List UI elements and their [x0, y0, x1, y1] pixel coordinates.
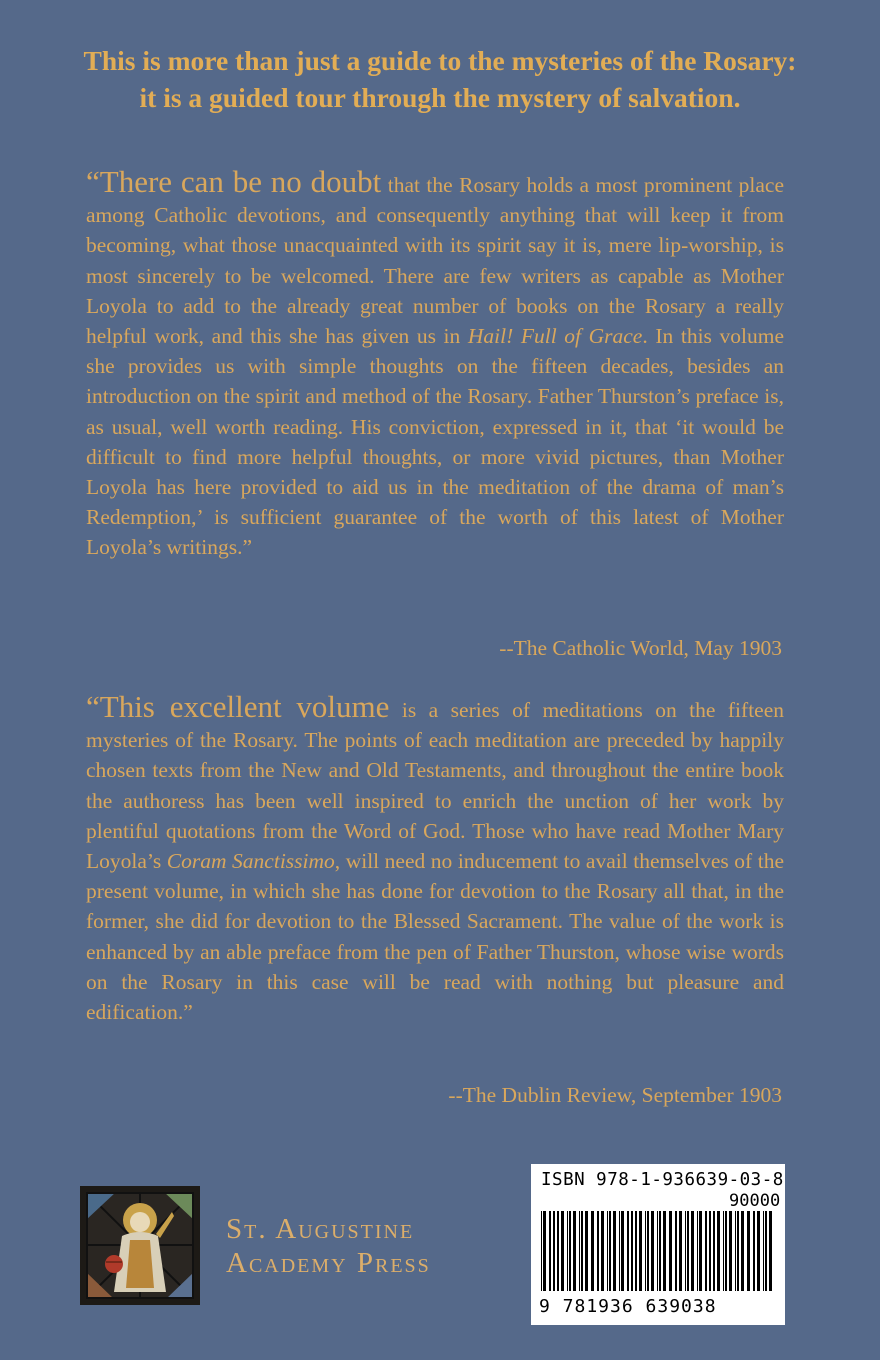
publisher-line-1: St. Augustine: [226, 1213, 415, 1245]
ean-digits: 9 781936 639038: [539, 1296, 717, 1317]
publisher-name: [226, 1212, 431, 1280]
stained-glass-saint-icon: [86, 1192, 194, 1299]
review-attribution: --The Dublin Review, September 1903: [448, 1083, 782, 1107]
review-text: . In this volume she provides us with simple thoughts on the fifteen decades, besides an introduction on the spirit and method of the Rosary. Father Thurston’s preface is, as usual, well worth reading. His conviction, expressed in it, that ‘it would be difficult to find more helpful thoughts, or more vivid pictures, than Mother Loyola has here provided to aid us in the meditation of the drama of man’s Redemption,’ is sufficient guarantee of the worth of this latest of Mother Loyola’s writings.”: [86, 324, 784, 560]
headline-line-2: it is a guided tour through the mystery of salvation.: [139, 82, 741, 113]
isbn-text: ISBN 978-1-936639-03-8: [541, 1170, 784, 1190]
review-text: is a series of meditations on the fifteen mysteries of the Rosary. The points of each meditation are preceded by happily chosen texts from the New and Old Testaments, and throughout the entire book the authoress has been well inspired to enrich the unction of her work by plentiful quotations from the Word of God. Those who have read Mother Mary Loyola’s: [86, 698, 785, 874]
barcode-bars: [539, 1211, 777, 1297]
price-code: 90000: [729, 1191, 781, 1211]
review-text: that the Rosary holds a most prominent place among Catholic devotions, and consequently anything that will keep it from becoming, what those unacquainted with its spirit say it is, mere lip-worship, is most sincerely to be welcomed. There are few writers as capable as Mother Loyola to add to the already great number of books on the Rosary a really helpful work, and this she has given us in: [86, 173, 784, 349]
review-dublin-review: [86, 689, 785, 1027]
barcode-box: [531, 1164, 785, 1325]
review-attribution: --The Catholic World, May 1903: [499, 636, 782, 660]
book-title: Hail! Full of Grace: [467, 324, 643, 349]
headline: [30, 42, 850, 116]
book-title: Coram Sanctissimo: [166, 849, 335, 874]
review-lead: “This excellent volume: [86, 689, 390, 724]
headline-line-1: This is more than just a guide to the mysteries of the Rosary:: [83, 45, 797, 76]
publisher-logo: [80, 1186, 200, 1305]
publisher-line-2: Academy Press: [226, 1247, 431, 1279]
review-catholic-world: [86, 164, 784, 563]
review-lead: “There can be no doubt: [86, 164, 382, 199]
review-text: , will need no inducement to avail themselves of the present volume, in which she has done for devotion to the Rosary all that, in the former, she did for devotion to the Blessed Sacrament. The value of the work is enhanced by an able preface from the pen of Father Thurston, whose wise words on the Rosary in this case will be read with nothing but pleasure and edification.”: [86, 849, 784, 1025]
